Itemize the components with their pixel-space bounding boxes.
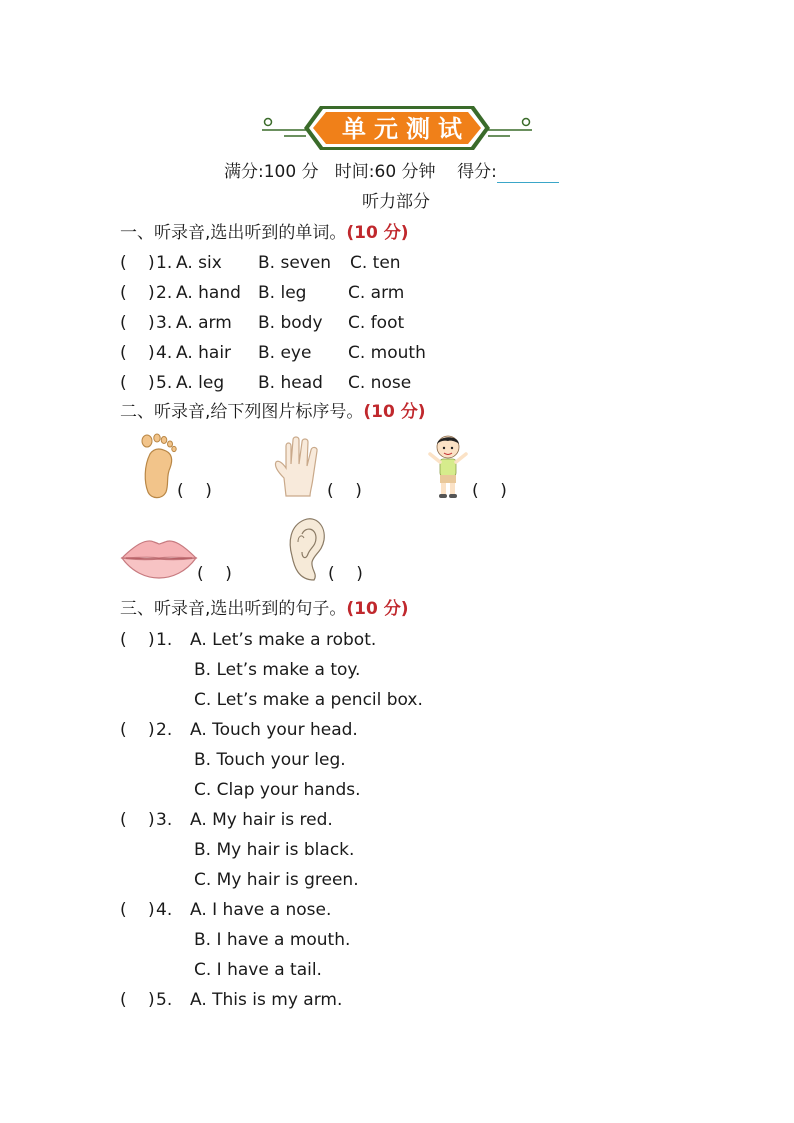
answer-blank[interactable]: ( xyxy=(120,373,127,393)
answer-blank[interactable]: ( xyxy=(120,313,127,333)
title-char: 单 xyxy=(342,115,366,143)
section2-title: 二、听录音,给下列图片标序号。 xyxy=(120,402,364,422)
ear-icon xyxy=(284,516,328,584)
option-c: C. ten xyxy=(350,253,401,273)
option-a: A. My hair is red. xyxy=(190,810,333,830)
title-char: 测 xyxy=(406,115,430,143)
answer-blank[interactable]: ( xyxy=(120,900,127,920)
option-b: B. leg xyxy=(258,283,307,303)
question-num: 2. xyxy=(156,283,173,303)
score-line xyxy=(224,161,559,183)
section1-title: 一、听录音,选出听到的单词。 xyxy=(120,223,347,243)
option-a: A. This is my arm. xyxy=(190,990,343,1010)
question-num: 5. xyxy=(156,990,173,1010)
answer-blank[interactable]: ( xyxy=(120,630,127,650)
title-char: 元 xyxy=(374,115,398,143)
option-c: C. nose xyxy=(348,373,412,393)
section3-points: (10 分) xyxy=(346,599,409,619)
answer-blank[interactable]: ( xyxy=(120,283,127,303)
option-c: C. mouth xyxy=(348,343,426,363)
option-a: A. hand xyxy=(176,283,241,303)
page-subtitle: 听力部分 xyxy=(362,192,430,212)
section2-heading xyxy=(120,401,426,423)
question-num: 1. xyxy=(156,630,173,650)
answer-blank[interactable]: ( ) xyxy=(177,481,212,501)
option-a: A. I have a nose. xyxy=(190,900,332,920)
hand-icon xyxy=(272,434,328,498)
option-c: C. arm xyxy=(348,283,405,303)
question-num: 1. xyxy=(156,253,173,273)
option-a: A. leg xyxy=(176,373,225,393)
option-b: B. My hair is black. xyxy=(194,840,355,860)
title-banner xyxy=(254,100,540,156)
option-c: C. Clap your hands. xyxy=(194,780,361,800)
answer-blank[interactable]: ( ) xyxy=(328,564,363,584)
option-b: B. body xyxy=(258,313,323,333)
question-num: 2. xyxy=(156,720,173,740)
option-b: B. eye xyxy=(258,343,312,363)
option-b: B. head xyxy=(258,373,323,393)
answer-blank[interactable]: ( xyxy=(120,343,127,363)
answer-blank[interactable]: ( xyxy=(120,720,127,740)
option-c: C. My hair is green. xyxy=(194,870,359,890)
section3-heading xyxy=(120,598,409,620)
section2-points: (10 分) xyxy=(363,402,426,422)
section1-heading xyxy=(120,222,409,244)
option-c: C. I have a tail. xyxy=(194,960,322,980)
score-blank[interactable] xyxy=(497,164,559,183)
title-char: 试 xyxy=(438,115,462,143)
boy-icon xyxy=(426,432,470,500)
answer-blank[interactable]: ( xyxy=(120,990,127,1010)
answer-blank[interactable]: ( xyxy=(120,253,127,273)
answer-blank[interactable]: ( ) xyxy=(327,481,362,501)
option-b: B. I have a mouth. xyxy=(194,930,351,950)
question-num: 3. xyxy=(156,810,173,830)
option-a: A. hair xyxy=(176,343,232,363)
score-text: 满分:100 分 时间:60 分钟 得分: xyxy=(224,162,497,182)
option-c: C. foot xyxy=(348,313,405,333)
option-a: A. Touch your head. xyxy=(190,720,358,740)
option-b: B. seven xyxy=(258,253,332,273)
option-b: B. Let’s make a toy. xyxy=(194,660,361,680)
question-num: 4. xyxy=(156,900,173,920)
question-num: 5. xyxy=(156,373,173,393)
foot-icon xyxy=(138,432,180,500)
question-num: 4. xyxy=(156,343,173,363)
option-a: A. Let’s make a robot. xyxy=(190,630,377,650)
answer-blank[interactable]: ( xyxy=(120,810,127,830)
option-c: C. Let’s make a pencil box. xyxy=(194,690,423,710)
section1-points: (10 分) xyxy=(346,223,409,243)
section3-title: 三、听录音,选出听到的句子。 xyxy=(120,599,347,619)
mouth-icon xyxy=(120,534,198,582)
question-num: 3. xyxy=(156,313,173,333)
answer-blank[interactable]: ( ) xyxy=(472,481,507,501)
option-a: A. arm xyxy=(176,313,232,333)
option-b: B. Touch your leg. xyxy=(194,750,346,770)
option-a: A. six xyxy=(176,253,222,273)
answer-blank[interactable]: ( ) xyxy=(197,564,232,584)
